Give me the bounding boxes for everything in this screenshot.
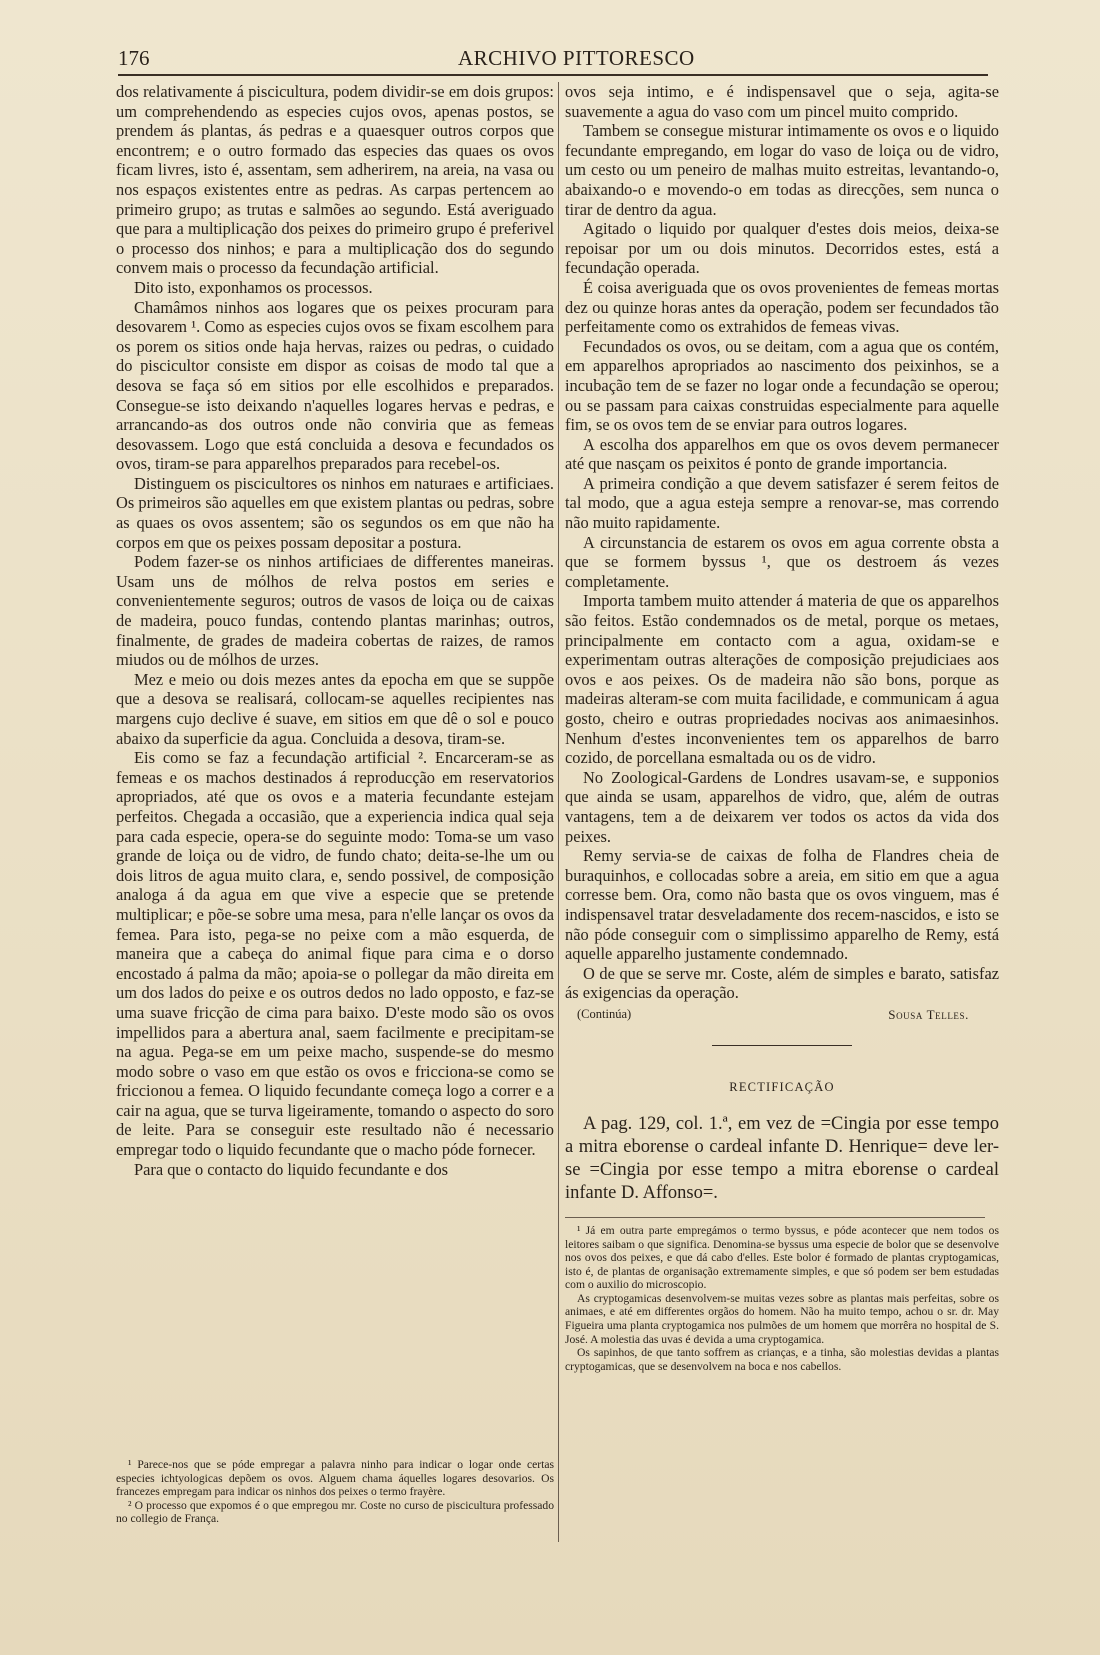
right-paragraph: Fecundados os ovos, ou se deitam, com a agua que os contém, em apparelhos apropriados ao nascimento dos peixinhos, se a incubação tem de se fazer no logar onde a fecundação se operou; ou se passam para caixas construidas especialmente para aquelle fim, se os ovos tem de se enviar para outros logares. — [565, 336, 999, 435]
left-footnotes — [116, 1458, 554, 1526]
left-paragraph: Distinguem os piscicultores os ninhos em naturaes e artificiaes. Os primeiros são aquelles em que existem plantas ou pedras, sobre as quaes os ovos assentem; são os segundos os em que não ha corpos em que os peixes possam depositar a postura. — [116, 473, 554, 552]
left-paragraph: Dito isto, exponhamos os processos. — [134, 277, 373, 297]
right-paragraph: No Zoological-Gardens de Londres usavam-se, e supponios que ainda se usam, apparelhos de vidro, que, além de outras vantagens, tem a de deixarem ver todos os actos da vida dos peixes. — [565, 767, 999, 846]
continua-label: (Continúa) — [577, 1006, 632, 1021]
footnote: ¹ Já em outra parte empregámos o termo byssus, e póde acontecer que nem todos os leitores saibam o que significa. Denomina-se byssus uma especie de bolor que se desenvolve nos ovos dos peixes, e que dá cabo d'elles. Este bolor é formado de plantas cryptogamicas, isto é, de plantas de organisação extremamente simples, e que só podem ser bem estudadas com o auxilio do microscopio. — [565, 1223, 999, 1292]
left-paragraph: Para que o contacto do liquido fecundante e dos — [134, 1159, 449, 1179]
footnote-rule — [565, 1217, 985, 1218]
right-paragraph: Agitado o liquido por qualquer d'estes dois meios, deixa-se repoisar por um ou dois minutos. Decorridos estes, está a fecundação operada. — [565, 219, 999, 278]
right-paragraph: ovos seja intimo, e é indispensavel que o seja, agita-se suavemente a agua do vaso com um pincel muito comprido. — [565, 82, 999, 121]
left-paragraph: dos relativamente á piscicultura, podem dividir-se em dois grupos: um comprehendendo as especies cujos ovos, apenas postos, se prendem ás plantas, ás pedras e a quaesquer outros corpos que encontrem; e o outro formado das especies das quaes os ovos ficam livres, isto é, assentam, sem adherirem, na areia, na vasa ou nos espaços existentes entre as pedras. As carpas pertencem ao primeiro grupo; as trutas e salmões ao segundo. Está averiguado que para a multiplicação dos peixes do primeiro grupo é preferivel o processo dos ninhos; e para a multiplicação dos do segundo convem mais o processo da fecundação artificial. — [116, 82, 554, 278]
right-paragraph: A primeira condição a que devem satisfazer é serem feitos de tal modo, que a agua esteja sempre a renovar-se, mas correndo não muito rapidamente. — [565, 473, 999, 533]
footnote: As cryptogamicas desenvolvem-se muitas vezes sobre as plantas mais perfeitas, sobre os animaes, e até em differentes orgãos do homem. Não ha muito tempo, achou o sr. dr. May Figueira uma planta cryptogamica nos pulmões de um homem que morrêra no hospital de S. José. A molestia das uvas é devida a uma cryptogamica. — [565, 1291, 999, 1346]
right-footnotes — [565, 1224, 999, 1374]
left-paragraph: Chamâmos ninhos aos logares que os peixes procuram para desovarem ¹. Como as especies cujos ovos se fixam escolhem para os porem os sitios onde haja hervas, raizes ou pedras, o cuidado do piscicultor consiste em dispor as coisas de modo tal que a desova se faça só em sitios por elle escolhidos e preparados. Consegue-se isto deixando n'aquelles logares hervas e pedras, e arrancando-as dos outros onde não conviria que as femeas desovassem. Logo que está concluida a desova e fecundados os ovos, tiram-se para apparelhos preparados para recebel-os. — [116, 297, 554, 474]
left-paragraph: Mez e meio ou dois mezes antes da epocha em que se suppõe que a desova se realisará, collocam-se aquelles recipientes nas margens cujo declive é suave, em sitios em que dê o sol e pouco abaixo da superficie da agua. Concluida a desova, tiram-se. — [116, 669, 554, 748]
footnote: Os sapinhos, de que tanto soffrem as crianças, e a tinha, são molestias devidas a plantas cryptogamicas, que se desenvolvem na boca e nos cabellos. — [565, 1346, 999, 1373]
right-paragraph: Tambem se consegue misturar intimamente os ovos e o liquido fecundante empregando, em logar do vaso de loiça ou de vidro, um cesto ou um peneiro de malhas muito estreitas, levantando-o, abaixando-o e movendo-o em todas as direcções, sem nunca o tirar de dentro da agua. — [565, 121, 999, 219]
article-signature — [565, 1007, 999, 1023]
right-paragraph: Importa tambem muito attender á materia de que os apparelhos são feitos. Estão condemnados os de metal, porque os metaes, principalmente em contacto com a agua, oxidam-se e experimentam outras alterações de composição prejudiciaes aos ovos e aos peixes. Os de madeira não são bons, porque as madeiras alteram-se com muita facilidade, e communicam á agua gosto, cheiro e outras propriedades nocivas aos animaesinhos. Nenhum d'estes inconvenientes tem os apparelhos de barro cozido, de porcellana esmaltada ou os de vidro. — [565, 591, 999, 768]
rectificacao-text: A pag. 129, col. 1.ª, em vez de =Cingia por esse tempo a mitra eborense o cardeal infante D. Henrique= deve ler-se =Cingia por esse tempo a mitra eborense o cardeal infante D. Affonso=. — [565, 1113, 999, 1203]
page-number: 176 — [118, 46, 150, 70]
rectificacao-title: RECTIFICAÇÃO — [729, 1079, 835, 1094]
section-separator — [712, 1045, 852, 1046]
header-rule — [118, 74, 988, 76]
running-title: ARCHIVO PITTORESCO — [458, 46, 695, 70]
right-column — [565, 82, 999, 1373]
footnote: ² O processo que expomos é o que empregou mr. Coste no curso de piscicultura professado no collegio de França. — [116, 1498, 554, 1526]
left-paragraph: Eis como se faz a fecundação artificial ². Encarceram-se as femeas e os machos destinados á reproducção em reservatorios apropriados, até que os ovos e a materia fecundante estejam perfeitos. Chegada a occasião, que a experiencia indica qual seja para cada especie, opera-se do seguinte modo: Toma-se um vaso grande de loiça ou de vidro, de fundo chato; deita-se-lhe um ou dois litros de agua muito clara, e, sendo possivel, de composição analoga á da agua em que vive a especie que se pretende multiplicar; e põe-se sobre uma mesa, para n'elle lançar os ovos da femea. Para isto, pega-se no peixe com a mão esquerda, de maneira que a cabeça do animal fique para cima e o dorso encostado á palma da mão; apoia-se o pollegar da mão direita em um dos lados do peixe e os outros dedos no lado opposto, e faz-se uma suave fricção de cima para baixo. D'este modo são os ovos impellidos para a abertura anal, saem facilmente e precipitam-se na agua. Pega-se em um peixe macho, suspende-se do mesmo modo sobre o vaso em que estão os ovos e fricciona-se como se friccionou a femea. O liquido fecundante começa logo a correr e a cair na agua, que se turva ligeiramente, tomando o aspecto do soro de leite. Para se conseguir este resultado não é necessario empregar todo o liquido fecundante que o macho póde fornecer. — [116, 748, 554, 1160]
right-paragraph: A escolha dos apparelhos em que os ovos devem permanecer até que nasçam os peixitos é ponto de grande importancia. — [565, 434, 999, 474]
right-paragraph: É coisa averiguada que os ovos provenientes de femeas mortas dez ou quinze horas antes da operação, podem ser fecundados tão perfeitamente como os extrahidos de femeas vivas. — [565, 277, 999, 337]
author-name: Sousa Telles. — [888, 1006, 969, 1022]
left-column — [116, 82, 554, 1179]
page-header — [118, 44, 988, 74]
right-paragraph: A circunstancia de estarem os ovos em agua corrente obsta a que se formem byssus ¹, que os destroem ás vezes completamente. — [565, 532, 999, 591]
footnote: ¹ Parece-nos que se póde empregar a palavra ninho para indicar o logar onde certas especies ichtyologicas depõem os ovos. Alguem chama áquelles logares desovarios. Os francezes empregam para indicar os ninhos dos peixes o termo frayère. — [116, 1458, 554, 1499]
right-paragraph: O de que se serve mr. Coste, além de simples e barato, satisfaz ás exigencias da operação. — [565, 963, 999, 1003]
left-paragraph: Podem fazer-se os ninhos artificiaes de differentes maneiras. Usam uns de mólhos de relva postos em series e convenientemente seguros; outros de vasos de loiça ou de caixas de madeira, pouco fundas, contendo plantas marinhas; outros, finalmente, de grades de madeira cobertas de raizes, de ramos miudos ou de mólhos de urzes. — [116, 552, 554, 670]
column-divider — [558, 82, 559, 1542]
right-paragraph: Remy servia-se de caixas de folha de Flandres cheia de buraquinhos, e collocadas sobre a areia, em sitio em que a agua corresse bem. Ora, como não basta que os ovos vinguem, mas é indispensavel tratar desveladamente dos recem-nascidos, e isto se não póde conseguir com o simplissimo apparelho de Remy, está aquelle apparelho justamente condemnado. — [565, 846, 999, 964]
